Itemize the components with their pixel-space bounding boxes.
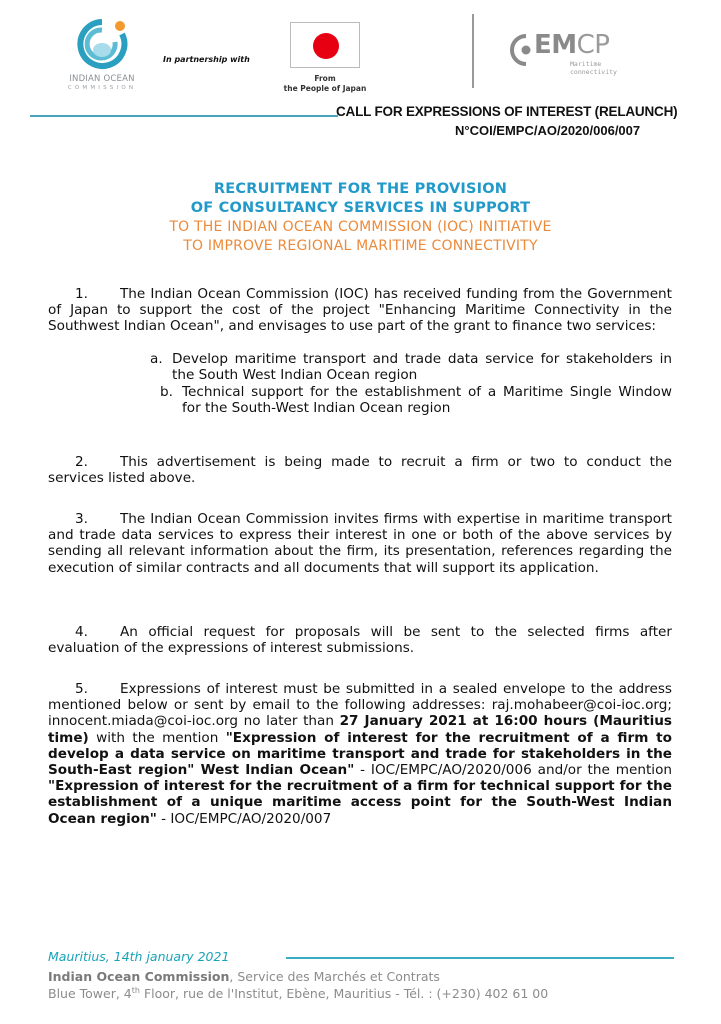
paragraph-text: An official request for proposals will be sent to the selected firms after evaluation of the expressions of interest submissions. [48, 624, 672, 657]
deadline: 27 January 2021 at 16:00 hours (Mauritius time) [48, 713, 672, 746]
paragraph-text: The Indian Ocean Commission (IOC) has received funding from the Government of Japan to support the cost of the project "Enhancing Maritime Connectivity in the Southwest Indian Ocean", and envisages to use part of the grant to finance two services: [48, 286, 672, 335]
footer-address-a: Blue Tower, 4 [48, 986, 132, 1002]
list-text: Technical support for the establishment of a Maritime Single Window for the South-West Indian Ocean region [182, 384, 672, 417]
paragraph-text: with the mention [88, 729, 226, 746]
japan-caption-line2: the People of Japan [283, 84, 367, 93]
heading-line-2: OF CONSULTANCY SERVICES IN SUPPORT [190, 200, 531, 216]
ioc-name-line2: COMMISSION [67, 85, 137, 91]
paragraph-text: This advertisement is being made to recruit a firm or two to conduct the services listed above. [48, 454, 672, 487]
footer-date: Mauritius, 14th january 2021 [48, 949, 230, 964]
paragraph-2 [48, 454, 672, 486]
paragraph-1 [48, 286, 672, 335]
emcp-sub-line1: Maritime [570, 60, 602, 68]
footer-org-name: Indian Ocean Commission [48, 969, 230, 984]
list-item-a [150, 351, 672, 384]
emcp-light: CP [576, 30, 610, 60]
footer-organization [48, 969, 440, 984]
ioc-emblem-icon [62, 16, 142, 72]
header-rule [30, 115, 338, 117]
emcp-logo [508, 30, 638, 80]
main-heading [0, 180, 721, 256]
email-separator: ; [667, 697, 672, 714]
paragraph-number: 5. [75, 681, 88, 697]
list-text: Develop maritime transport and trade data service for stakeholders in the South West Indian Ocean region [172, 351, 672, 384]
paragraph-text: Expressions of interest must be submitted in a sealed envelope to the address mentioned below or sent by email to the following addresses: [48, 681, 672, 714]
paragraph-text: no later than [238, 713, 340, 730]
call-title: CALL FOR EXPRESSIONS OF INTEREST (RELAUNCH) [336, 104, 678, 119]
paragraph-number: 1. [75, 286, 88, 302]
footer-address-b: Floor, rue de l'Institut, Ebène, Mauritius - Tél. : (+230) 402 61 00 [139, 986, 549, 1002]
partnership-text: In partnership with [163, 55, 250, 64]
paragraph-number: 4. [75, 624, 88, 640]
ioc-name-line1: INDIAN OCEAN [69, 74, 135, 84]
emcp-subtitle [570, 60, 617, 76]
header-divider [472, 14, 474, 88]
reference-2: - IOC/EMPC/AO/2020/007 [156, 810, 332, 827]
paragraph-5 [48, 681, 672, 827]
paragraph-text: The Indian Ocean Commission invites firms with expertise in maritime transport and trade data services to express their interest in one or both of the above services by sending all relevant information about the firm, its presentation, references regarding the execution of similar contracts and all documents that will support its application. [48, 511, 672, 576]
list-letter: a. [150, 351, 163, 367]
email-link-2[interactable]: innocent.miada@coi-ioc.org [48, 713, 238, 730]
emcp-sub-line2: connectivity [570, 68, 617, 76]
emcp-wordmark [534, 30, 609, 60]
japan-flag [290, 22, 360, 68]
list-letter: b. [160, 384, 173, 400]
footer-address-sup: th [131, 986, 140, 995]
mention-2: "Expression of interest for the recruitment of a firm for technical support for the establishment of a unique maritime access point for the South-West Indian Ocean region" [48, 778, 672, 827]
reference-number: N°COI/EMPC/AO/2020/006/007 [455, 123, 641, 138]
reference-1: - IOC/EMPC/AO/2020/006 and/or the mention [354, 762, 673, 779]
footer-address [48, 986, 548, 1001]
japan-caption [268, 74, 382, 94]
paragraph-3 [48, 511, 672, 576]
japan-caption-line1: From [314, 74, 336, 83]
email-link-1[interactable]: raj.mohabeer@coi-ioc.org [491, 697, 668, 714]
heading-line-1: RECRUITMENT FOR THE PROVISION [213, 181, 508, 197]
heading-line-3: TO THE INDIAN OCEAN COMMISSION (IOC) INITIATIVE [169, 219, 552, 235]
footer-rule [286, 957, 674, 959]
paragraph-4 [48, 624, 672, 656]
paragraph-number: 3. [75, 511, 88, 527]
ioc-logo [62, 16, 142, 96]
mention-1: "Expression of interest for the recruitment of a firm to develop a data service on maritime transport and trade for stakeholders in the South-East region" West Indian Ocean" [48, 729, 672, 779]
paragraph-number: 2. [75, 454, 88, 470]
footer-org-department: , Service des Marchés et Contrats [229, 969, 440, 984]
japan-flag-sun-icon [313, 33, 339, 59]
emcp-bold: EM [534, 30, 577, 60]
list-item-b [160, 384, 672, 417]
heading-line-4: TO IMPROVE REGIONAL MARITIME CONNECTIVITY [183, 238, 538, 254]
